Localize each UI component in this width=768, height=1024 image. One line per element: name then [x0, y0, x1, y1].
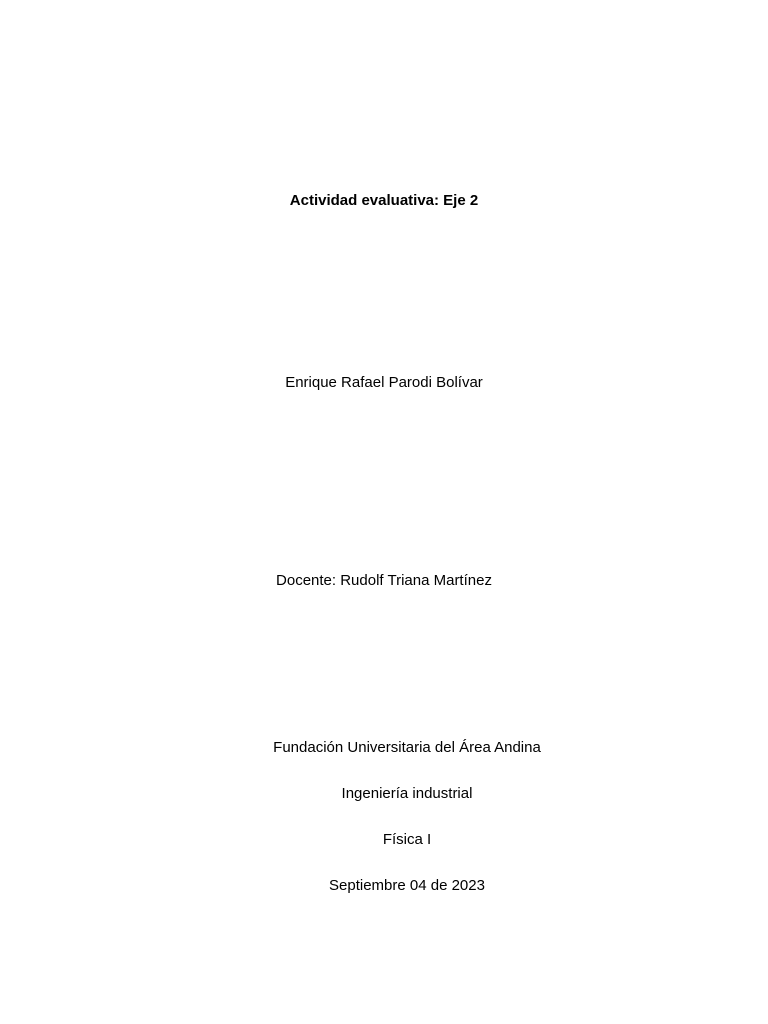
document-date: Septiembre 04 de 2023: [329, 877, 485, 894]
program-name: Ingeniería industrial: [341, 785, 473, 802]
course-name: Física I: [382, 831, 432, 848]
document-title: Actividad evaluativa: Eje 2: [289, 192, 479, 209]
author-name: Enrique Rafael Parodi Bolívar: [285, 374, 483, 391]
teacher-name: Docente: Rudolf Triana Martínez: [276, 572, 492, 589]
institution-name: Fundación Universitaria del Área Andina: [273, 739, 541, 756]
